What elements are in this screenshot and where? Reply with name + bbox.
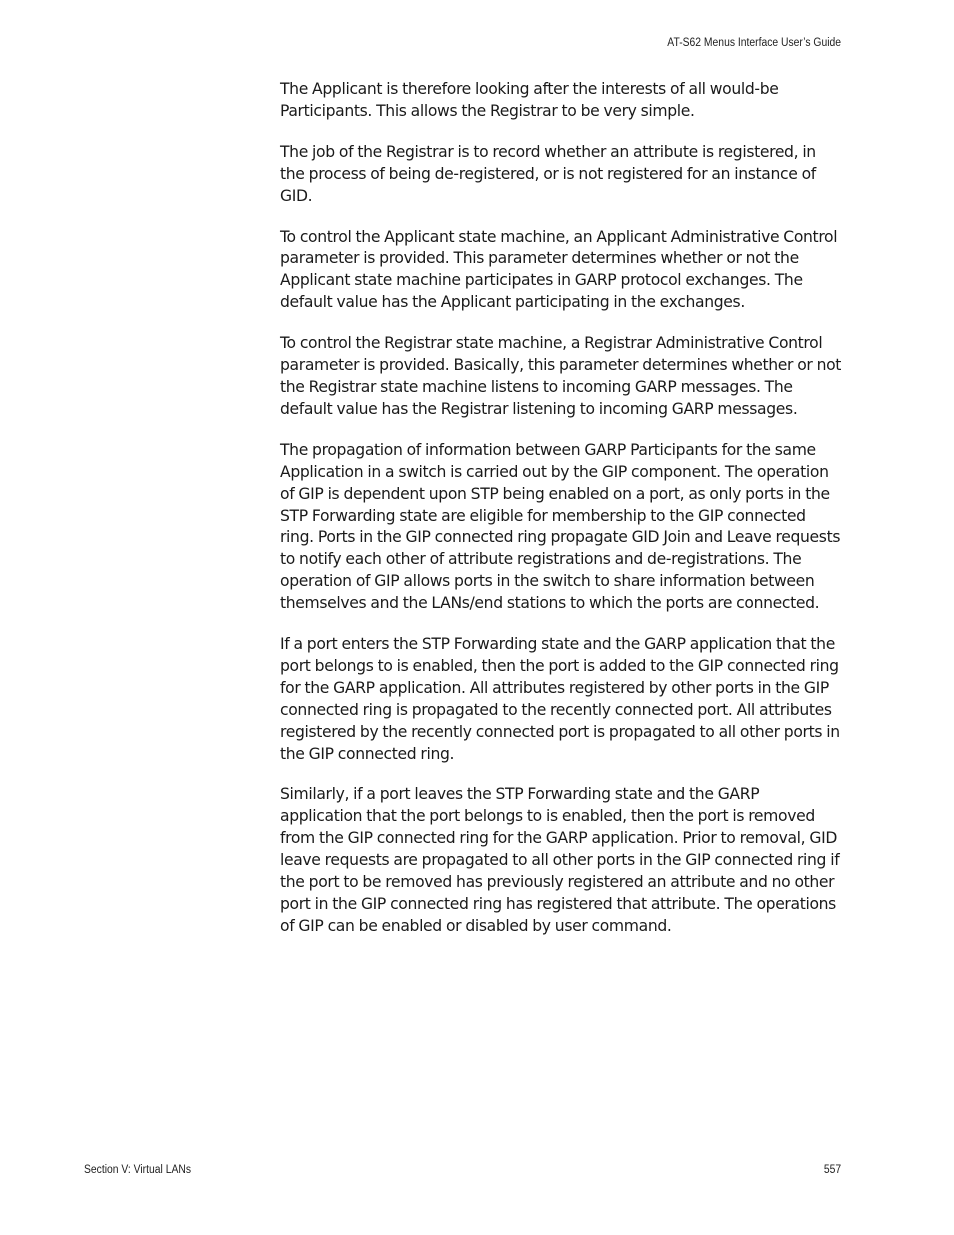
footer-section-title: Section V: Virtual LANs — [84, 1164, 192, 1176]
paragraph: The Applicant is therefore looking after the interests of all would-be Participants. This allows the Registrar to be very simple. — [280, 80, 779, 120]
page-number: 557 — [823, 1164, 841, 1176]
body-text — [280, 79, 842, 957]
paragraph: To control the Registrar state machine, a Registrar Administrative Control parameter is provided. Basically, this parameter determines whether or not the Registrar state machine listens to incoming GARP messages. The default value has the Registrar listening to incoming GARP messages. — [280, 334, 842, 418]
paragraph: To control the Applicant state machine, an Applicant Administrative Control parameter is provided. This parameter determines whether or not the Applicant state machine participates in GARP protocol exchanges. The default value has the Applicant participating in the exchanges. — [280, 227, 838, 312]
paragraph: The propagation of information between GARP Participants for the same Application in a switch is carried out by the GIP component. The operation of GIP is dependent upon STP being enabled on a port, as only ports in the STP Forwarding state are eligible for membership to the GIP connected ring. Ports in the GIP connected ring propagate GID Join and Leave requests to notify each other of attribute registrations and de-registrations. The operation of GIP allows ports in the switch to share information between themselves and the LANs/end stations to which the ports are connected. — [280, 440, 841, 613]
running-header-title: AT-S62 Menus Interface User’s Guide — [667, 37, 841, 49]
paragraph: If a port enters the STP Forwarding state and the GARP application that the port belongs to is enabled, then the port is added to the GIP connected ring for the GARP application. All attributes registered by other ports in the GIP connected ring is propagated to the recently connected port. All attributes registered by the recently connected port is propagated to all other ports in the GIP connected ring. — [280, 635, 840, 763]
paragraph: The job of the Registrar is to record whether an attribute is registered, in the process of being de-registered, or is not registered for an instance of GID. — [280, 142, 816, 205]
paragraph: Similarly, if a port leaves the STP Forwarding state and the GARP application that the port belongs to is enabled, then the port is removed from the GIP connected ring for the GARP application. Prior to removal, GID leave requests are propagated to all other ports in the GIP connected ring if the port to be removed has previously registered an attribute and no other port in the GIP connected ring has registered that attribute. The operations of GIP can be enabled or disabled by user command. — [280, 785, 840, 935]
